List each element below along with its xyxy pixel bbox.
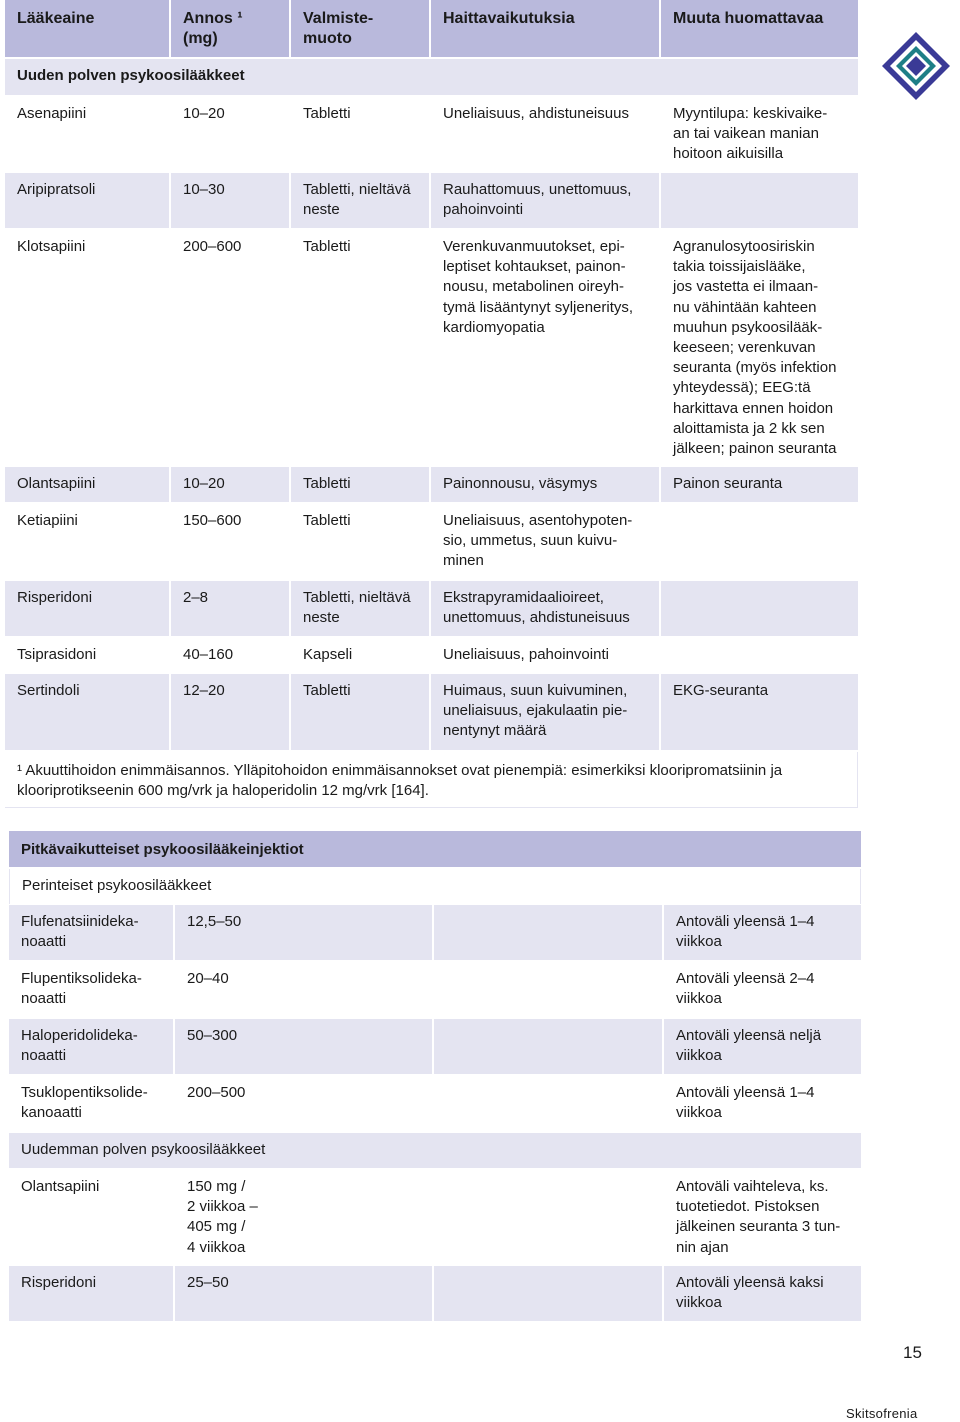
table-cell-notes: Antoväli yleensä 2–4 viikkoa (664, 962, 861, 1017)
table-title: Pitkävaikutteiset psykoosilääkeinjektiot (9, 831, 861, 867)
table-cell-blank (434, 1076, 662, 1131)
table-cell-dose: 2–8 (171, 581, 289, 636)
table-cell-notes (661, 638, 858, 672)
table-cell-dose: 150–600 (171, 504, 289, 579)
table-cell-form: Kapseli (291, 638, 429, 672)
logo-icon (880, 30, 952, 102)
table-cell-drug: Tsiprasidoni (5, 638, 169, 672)
table-cell-form: Tabletti (291, 504, 429, 579)
table-cell-blank (434, 1019, 662, 1074)
page-number: 15 (903, 1343, 922, 1362)
table-cell-notes (661, 173, 858, 228)
table-cell-blank (434, 962, 662, 1017)
table-cell-notes: Painon seuranta (661, 467, 858, 502)
table-cell-blank (434, 905, 662, 960)
table-cell-dose: 10–20 (171, 467, 289, 502)
table-cell-notes: Myyntilupa: keskivaike- an tai vaikean manian hoitoon aikuisilla (661, 97, 858, 171)
table-cell-notes: Antoväli yleensä 1–4 viikkoa (664, 1076, 861, 1131)
table-cell-dose: 12,5–50 (175, 905, 432, 960)
table-cell-notes (661, 581, 858, 636)
table-cell-drug: Aripipratsoli (5, 173, 169, 228)
table-cell-notes (661, 504, 858, 579)
table-cell-form: Tabletti, nieltävä neste (291, 581, 429, 636)
table-cell-drug: Ketiapiini (5, 504, 169, 579)
table-cell-form: Tabletti (291, 674, 429, 750)
table-cell-drug: Asenapiini (5, 97, 169, 171)
table-cell-drug: Flufenatsiinideka- noaatti (9, 905, 173, 960)
table-cell-drug: Sertindoli (5, 674, 169, 750)
table-cell-notes: Antoväli vaihteleva, ks. tuotetiedot. Pistoksen jälkeinen seuranta 3 tun- nin ajan (664, 1170, 861, 1264)
table-cell-drug: Klotsapiini (5, 230, 169, 465)
table-cell-notes: Agranulosytoosiriskin takia toissijaislääke, jos vastetta ei ilmaan- nu vähintään kahteen muuhun psykoosilääk- keeseen; verenkuvan seuranta (myös infektion yhteydessä); EEG:tä harkittava ennen hoidon aloittamista ja 2 kk sen jälkeen; painon seuranta (661, 230, 858, 465)
table-cell-dose: 40–160 (171, 638, 289, 672)
subsection-new-generation: Uudemman polven psykoosilääkkeet (9, 1133, 861, 1168)
table-cell-side-effects: Rauhattomuus, unettomuus, pahoinvointi (431, 173, 659, 228)
table-cell-side-effects: Uneliaisuus, pahoinvointi (431, 638, 659, 672)
table-cell-notes: EKG-seuranta (661, 674, 858, 750)
header-dose: Annos ¹ (mg) (171, 0, 289, 57)
table-cell-blank (434, 1170, 662, 1264)
table-cell-dose: 25–50 (175, 1266, 432, 1321)
table-cell-drug: Risperidoni (9, 1266, 173, 1321)
table-cell-drug: Risperidoni (5, 581, 169, 636)
table-cell-blank (434, 1266, 662, 1321)
table-cell-drug: Haloperidolideka- noaatti (9, 1019, 173, 1074)
table-cell-form: Tabletti (291, 97, 429, 171)
footer-title: Skitsofrenia (846, 1406, 918, 1421)
table-cell-form: Tabletti, nieltävä neste (291, 173, 429, 228)
header-notes: Muuta huomattavaa (661, 0, 858, 57)
table-cell-drug: Olantsapiini (9, 1170, 173, 1264)
table-cell-drug: Tsuklopentiksolide- kanoaatti (9, 1076, 173, 1131)
table-cell-dose: 50–300 (175, 1019, 432, 1074)
table-cell-dose: 10–20 (171, 97, 289, 171)
section-new-generation: Uuden polven psykoosilääkkeet (5, 59, 858, 95)
table-cell-drug: Olantsapiini (5, 467, 169, 502)
table-cell-form: Tabletti (291, 467, 429, 502)
footnote: ¹ Akuuttihoidon enimmäisannos. Ylläpitohoidon enimmäisannokset ovat pienempiä: esimerkiksi klooripromatsiinin ja klooriprotikseenin 600 mg/vrk ja haloperidolin 12 mg/vrk [164]. (5, 752, 858, 808)
table-cell-side-effects: Uneliaisuus, ahdistuneisuus (431, 97, 659, 171)
table-cell-dose: 200–600 (171, 230, 289, 465)
table-cell-dose: 200–500 (175, 1076, 432, 1131)
table-cell-dose: 150 mg / 2 viikkoa – 405 mg / 4 viikkoa (175, 1170, 432, 1264)
table-cell-drug: Flupentiksolideka- noaatti (9, 962, 173, 1017)
table-cell-side-effects: Painonnousu, väsymys (431, 467, 659, 502)
table-cell-form: Tabletti (291, 230, 429, 465)
subsection-traditional: Perinteiset psykoosilääkkeet (9, 869, 861, 904)
table-cell-dose: 12–20 (171, 674, 289, 750)
table-cell-side-effects: Huimaus, suun kuivuminen, uneliaisuus, ejakulaatin pie- nentynyt määrä (431, 674, 659, 750)
header-form: Valmiste- muoto (291, 0, 429, 57)
header-drug: Lääkeaine (5, 0, 169, 57)
table-cell-dose: 20–40 (175, 962, 432, 1017)
table-cell-side-effects: Verenkuvanmuutokset, epi- leptiset kohtaukset, painon- nousu, metabolinen oireyh- tymä lisääntynyt syljeneritys, kardiomyopatia (431, 230, 659, 465)
table-cell-side-effects: Uneliaisuus, asentohypoten- sio, ummetus, suun kuivu- minen (431, 504, 659, 579)
table-cell-side-effects: Ekstrapyramidaalioireet, unettomuus, ahdistuneisuus (431, 581, 659, 636)
table-cell-notes: Antoväli yleensä 1–4 viikkoa (664, 905, 861, 960)
table-cell-dose: 10–30 (171, 173, 289, 228)
table-cell-notes: Antoväli yleensä neljä viikkoa (664, 1019, 861, 1074)
table-cell-notes: Antoväli yleensä kaksi viikkoa (664, 1266, 861, 1321)
header-side-effects: Haittavaikutuksia (431, 0, 659, 57)
